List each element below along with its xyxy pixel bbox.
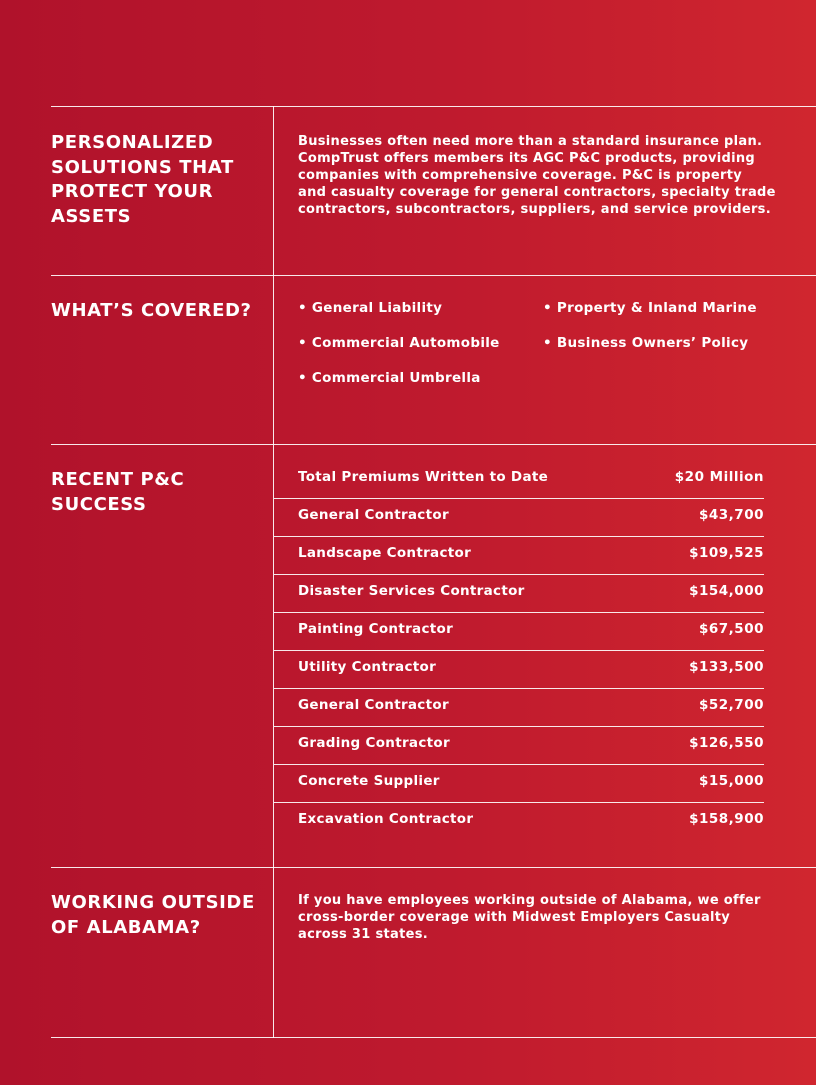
row-value: $126,550 bbox=[689, 735, 764, 751]
row-value: $20 Million bbox=[674, 469, 764, 485]
covered-item-commercial-automobile: • Commercial Automobile bbox=[298, 335, 500, 351]
row-divider bbox=[274, 650, 764, 651]
row-divider bbox=[274, 498, 764, 499]
paragraph-line: cross-border coverage with Midwest Employers Casualty bbox=[298, 910, 731, 925]
row-label: Concrete Supplier bbox=[298, 773, 440, 789]
row-value: $109,525 bbox=[689, 545, 764, 561]
paragraph-line: CompTrust offers members its AGC P&C products, providing bbox=[298, 151, 756, 166]
table-row bbox=[274, 583, 764, 621]
row-value: $158,900 bbox=[689, 811, 764, 827]
table-row bbox=[274, 469, 764, 507]
paragraph-line: and casualty coverage for general contractors, specialty trade bbox=[298, 185, 776, 200]
row-value: $52,700 bbox=[699, 697, 764, 713]
paragraph-line: If you have employees working outside of Alabama, we offer bbox=[298, 893, 761, 908]
row-label: Painting Contractor bbox=[298, 621, 454, 637]
section-heading-success: RECENT P&C SUCCESS bbox=[51, 469, 185, 515]
row-divider bbox=[274, 536, 764, 537]
row-divider bbox=[274, 574, 764, 575]
solutions-paragraph bbox=[298, 133, 788, 218]
covered-item-business-owners-policy: • Business Owners’ Policy bbox=[543, 335, 749, 351]
paragraph-line: companies with comprehensive coverage. P&C is property bbox=[298, 168, 742, 183]
section-divider-bottom bbox=[51, 1037, 816, 1038]
row-label: Grading Contractor bbox=[298, 735, 450, 751]
covered-item-general-liability: • General Liability bbox=[298, 300, 443, 316]
row-divider bbox=[274, 802, 764, 803]
table-row bbox=[274, 697, 764, 735]
section-heading-solutions: PERSONALIZED SOLUTIONS THAT PROTECT YOUR ASSETS bbox=[51, 132, 234, 227]
row-label: Landscape Contractor bbox=[298, 545, 472, 561]
paragraph-line: contractors, subcontractors, suppliers, and service providers. bbox=[298, 202, 771, 217]
paragraph-line: across 31 states. bbox=[298, 927, 428, 942]
section-divider-covered bbox=[51, 275, 816, 276]
table-row bbox=[274, 811, 764, 849]
covered-item-property-inland-marine: • Property & Inland Marine bbox=[543, 300, 757, 316]
covered-item-commercial-umbrella: • Commercial Umbrella bbox=[298, 370, 481, 386]
row-label: Disaster Services Contractor bbox=[298, 583, 525, 599]
paragraph-line: Businesses often need more than a standard insurance plan. bbox=[298, 134, 763, 149]
section-heading-covered: WHAT’S COVERED? bbox=[51, 300, 252, 321]
row-value: $43,700 bbox=[699, 507, 764, 523]
row-label: General Contractor bbox=[298, 507, 449, 523]
row-value: $133,500 bbox=[689, 659, 764, 675]
section-divider-outside bbox=[51, 867, 816, 868]
row-label: General Contractor bbox=[298, 697, 449, 713]
table-row bbox=[274, 545, 764, 583]
outside-paragraph bbox=[298, 892, 788, 943]
row-divider bbox=[274, 764, 764, 765]
section-heading-outside: WORKING OUTSIDE OF ALABAMA? bbox=[51, 892, 255, 938]
row-label: Total Premiums Written to Date bbox=[298, 469, 549, 485]
row-value: $67,500 bbox=[699, 621, 764, 637]
table-row bbox=[274, 659, 764, 697]
row-value: $154,000 bbox=[689, 583, 764, 599]
table-row bbox=[274, 507, 764, 545]
table-row bbox=[274, 773, 764, 811]
row-divider bbox=[274, 688, 764, 689]
section-divider-success bbox=[51, 444, 816, 445]
table-row bbox=[274, 621, 764, 659]
row-label: Excavation Contractor bbox=[298, 811, 474, 827]
section-divider-top bbox=[51, 106, 816, 107]
table-row bbox=[274, 735, 764, 773]
row-divider bbox=[274, 612, 764, 613]
row-divider bbox=[274, 726, 764, 727]
row-label: Utility Contractor bbox=[298, 659, 437, 675]
row-value: $15,000 bbox=[699, 773, 764, 789]
